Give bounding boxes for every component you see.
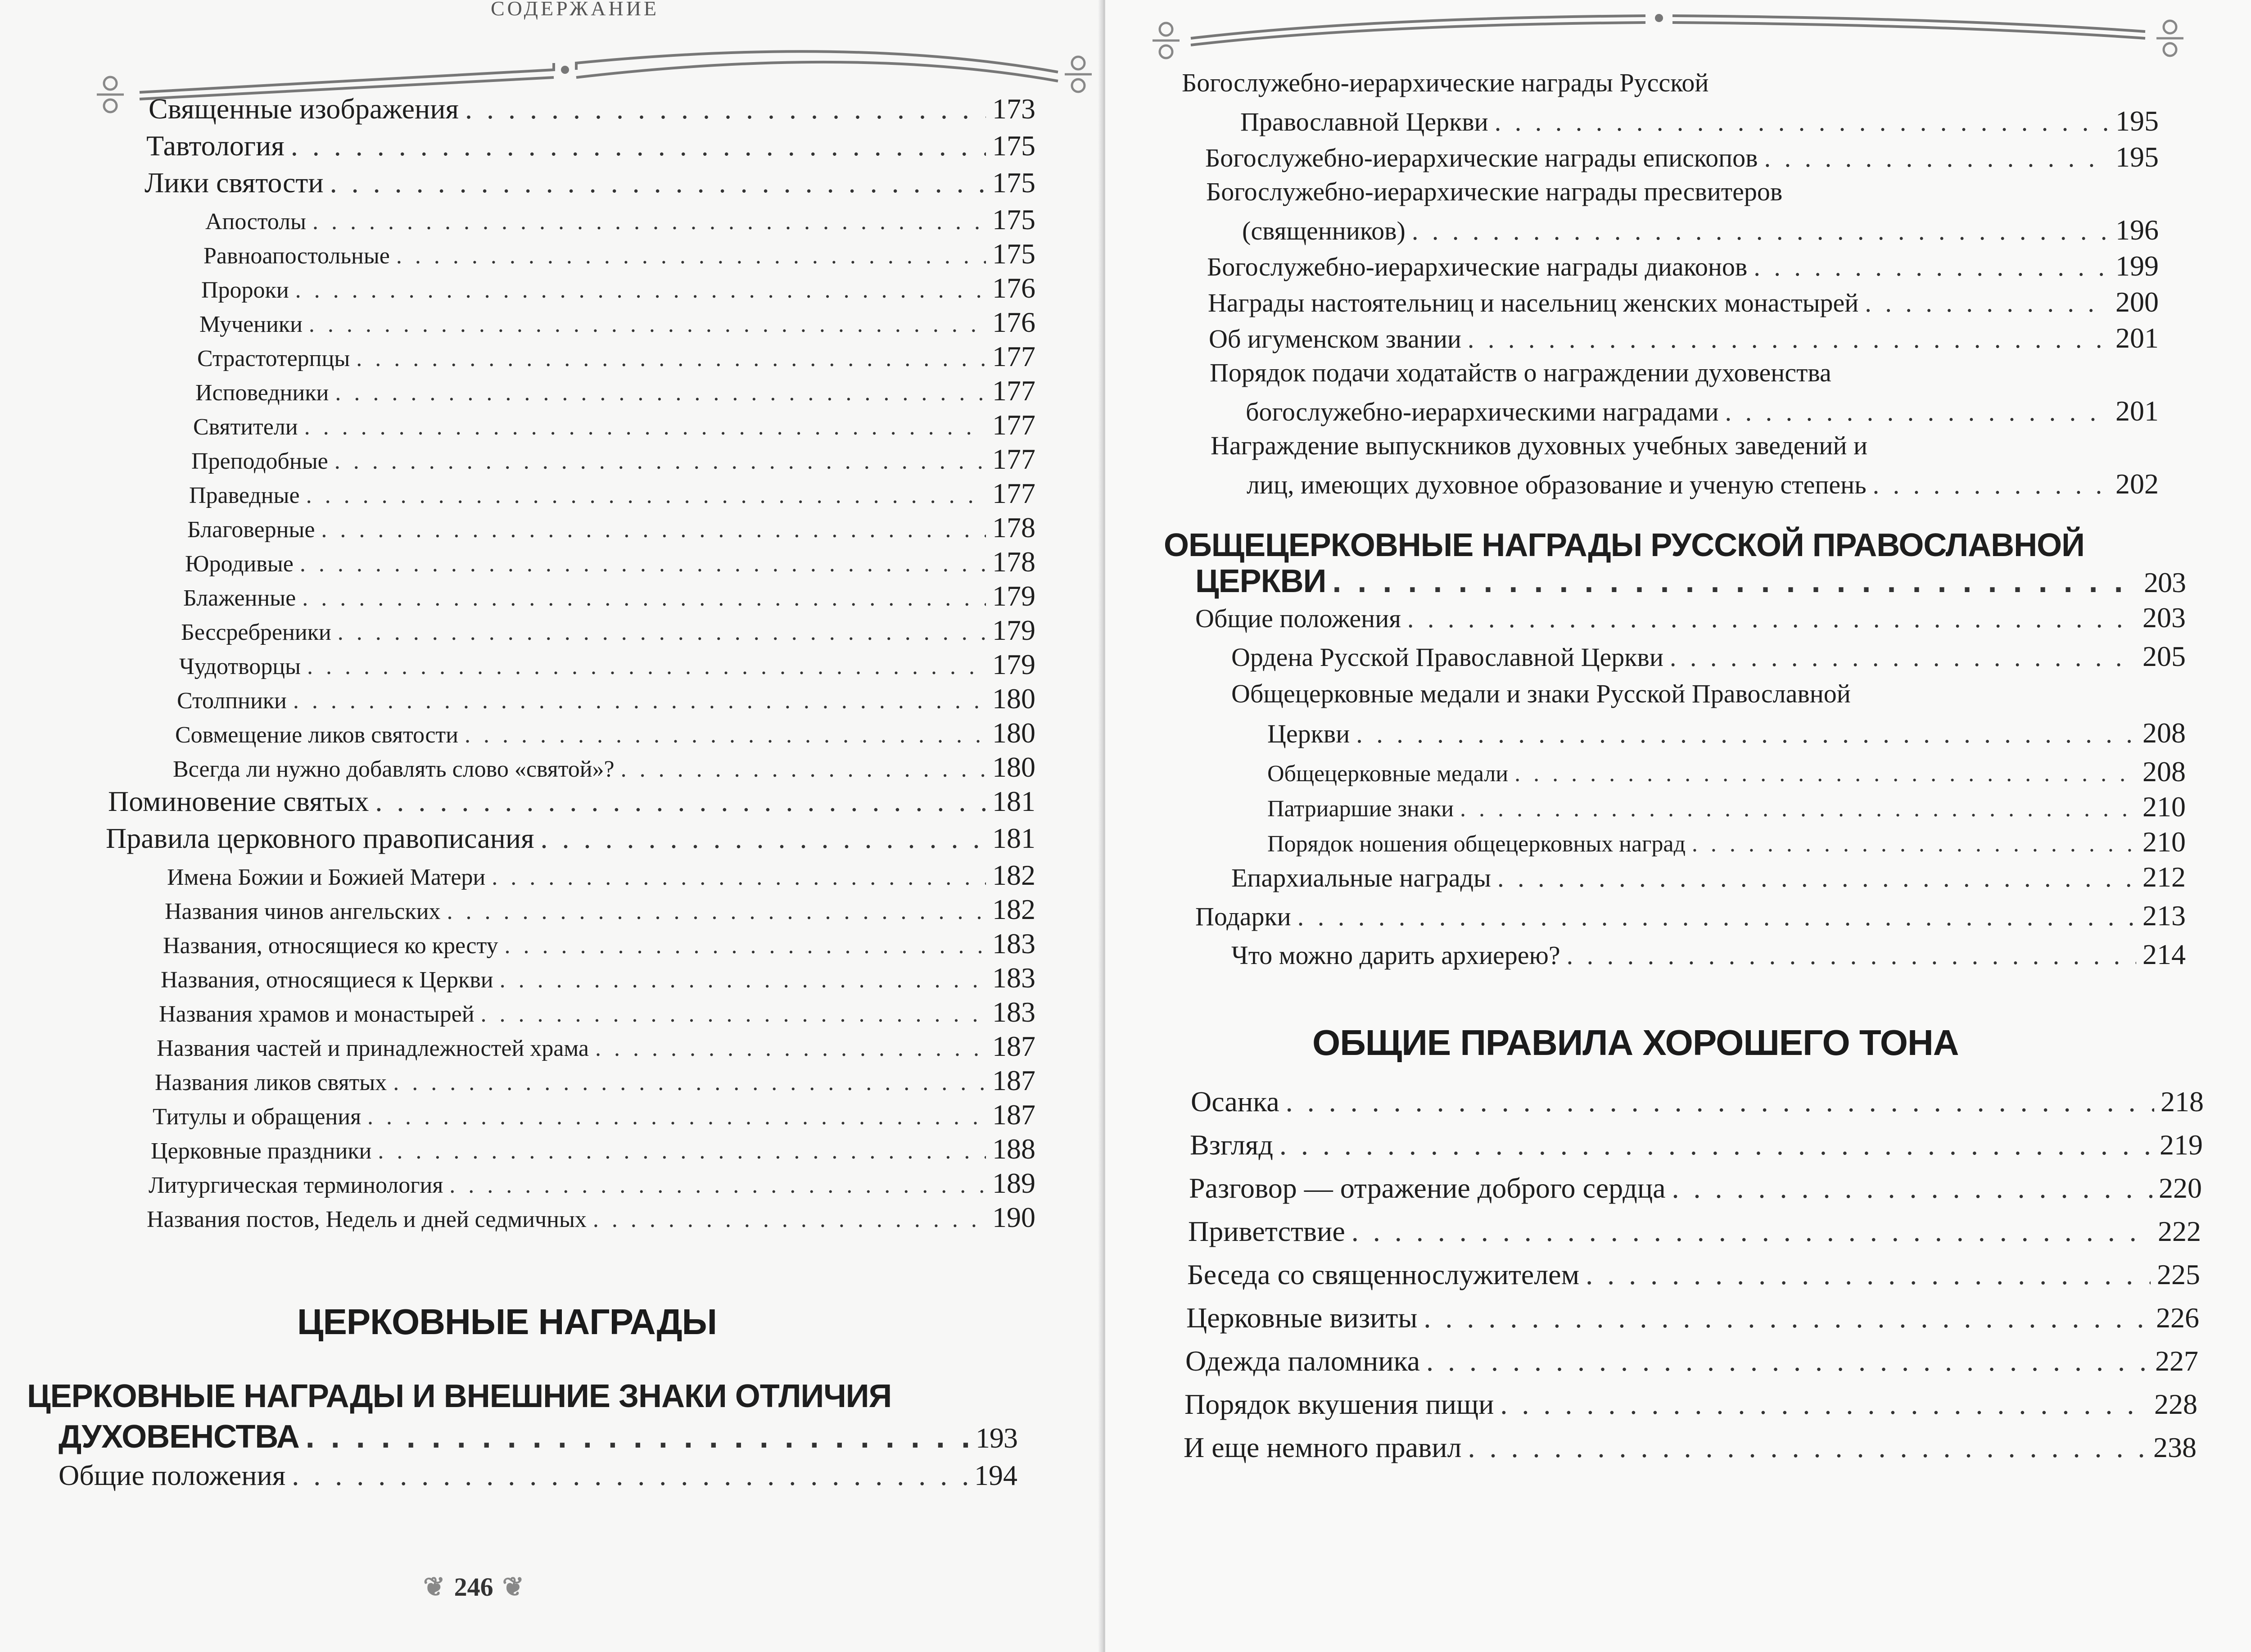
page-ref: 188 bbox=[992, 1133, 1035, 1165]
header-ornament-right bbox=[1141, 5, 2199, 72]
dot-leader bbox=[1356, 719, 2136, 749]
toc-entry[interactable]: Общие положения . . . 203 bbox=[1195, 601, 2186, 634]
page-ref: 187 bbox=[992, 1064, 1035, 1096]
dot-leader bbox=[330, 166, 986, 199]
dot-leader bbox=[321, 516, 986, 543]
toc-entry[interactable]: Общие положения . . . 194 bbox=[59, 1459, 1017, 1492]
page-ref: 183 bbox=[992, 928, 1035, 960]
toc-entry[interactable]: Названия храмов и монастырей . . . 183 bbox=[159, 996, 1035, 1029]
dot-leader bbox=[335, 380, 986, 406]
dot-leader bbox=[300, 551, 986, 577]
page-ref: 177 bbox=[992, 375, 1035, 407]
toc-entry[interactable]: богослужебно-иерархическими наградами . . . 201 bbox=[1246, 394, 2159, 428]
toc-entry[interactable]: Блаженные . . . 179 bbox=[183, 579, 1035, 613]
page-ref: 177 bbox=[992, 340, 1035, 372]
running-head: СОДЕРЖАНИЕ bbox=[491, 0, 660, 20]
dot-leader bbox=[1460, 796, 2136, 822]
dot-leader bbox=[356, 345, 986, 372]
page-ref: 210 bbox=[2143, 826, 2186, 858]
toc-entry-line1: Богослужебно-иерархические награды Русской bbox=[1182, 68, 1709, 97]
page-ref: 219 bbox=[2160, 1129, 2203, 1161]
page-ref: 179 bbox=[992, 614, 1035, 646]
page-ref: 182 bbox=[992, 859, 1035, 891]
page-ref: 228 bbox=[2154, 1388, 2197, 1420]
toc-entry[interactable]: Апостолы . . . 175 bbox=[205, 203, 1035, 236]
toc-entry[interactable]: Взгляд . . . 219 bbox=[1190, 1128, 2203, 1162]
toc-entry[interactable]: Имена Божии и Божией Матери . . . 182 bbox=[167, 859, 1035, 892]
toc-entry[interactable]: Названия чинов ангельских . . . 182 bbox=[165, 893, 1035, 926]
toc-entry-chapter[interactable]: ДУХОВЕНСТВА . . . 193 bbox=[59, 1418, 1017, 1455]
page-ref: 180 bbox=[992, 717, 1035, 749]
toc-entry[interactable]: Святители . . . 177 bbox=[193, 408, 1035, 442]
toc-entry[interactable]: (священников) . . . 196 bbox=[1242, 213, 2159, 247]
toc-entry[interactable]: Чудотворцы . . . 179 bbox=[179, 648, 1035, 681]
toc-entry[interactable]: Церковные визиты . . . 226 bbox=[1186, 1301, 2199, 1335]
toc-entry[interactable]: Благоверные . . . 178 bbox=[187, 511, 1035, 544]
dot-leader bbox=[1764, 143, 2109, 173]
page-ref: 202 bbox=[2115, 468, 2159, 500]
dot-leader bbox=[292, 1459, 968, 1492]
dot-leader bbox=[1495, 107, 2109, 137]
toc-entry[interactable]: Названия, относящиеся ко кресту . . . 183 bbox=[163, 927, 1035, 960]
page-ref: 176 bbox=[992, 306, 1035, 338]
toc-entry[interactable]: И еще немного правил . . . 238 bbox=[1184, 1431, 2197, 1464]
page-ref: 175 bbox=[992, 167, 1035, 199]
page-ref: 175 bbox=[992, 204, 1035, 235]
dot-leader bbox=[500, 967, 986, 993]
page-ref: 196 bbox=[2115, 214, 2159, 246]
toc-entry[interactable]: Священные изображения . . . 173 bbox=[149, 92, 1035, 126]
toc-entry-line1: Общецерковные медали и знаки Русской Православной bbox=[1231, 679, 1851, 708]
toc-entry[interactable]: Преподобные . . . 177 bbox=[191, 443, 1035, 476]
toc-entry[interactable]: Страстотерпцы . . . 177 bbox=[197, 340, 1035, 373]
page-ref: 181 bbox=[992, 822, 1035, 854]
dot-leader bbox=[492, 864, 986, 891]
chapter-title-line1: ОБЩЕЦЕРКОВНЫЕ НАГРАДЫ РУССКОЙ ПРАВОСЛАВНОЙ bbox=[1164, 527, 2084, 563]
dot-leader bbox=[541, 822, 986, 855]
page-ref: 180 bbox=[992, 683, 1035, 715]
toc-entry[interactable]: Патриаршие знаки . . . 210 bbox=[1267, 790, 2186, 824]
dot-leader bbox=[1286, 1085, 2154, 1118]
toc-entry[interactable]: Исповедники . . . 177 bbox=[195, 374, 1035, 407]
toc-entry[interactable]: Правила церковного правописания . . . 181 bbox=[106, 822, 1035, 855]
toc-entry[interactable]: Столпники . . . 180 bbox=[177, 682, 1035, 715]
dot-leader bbox=[1672, 1172, 2152, 1205]
dot-leader bbox=[1297, 901, 2136, 932]
dot-leader bbox=[1426, 1344, 2149, 1378]
page-ref: 226 bbox=[2156, 1302, 2199, 1334]
toc-entry[interactable]: Мученики . . . 176 bbox=[199, 306, 1035, 339]
dot-leader bbox=[375, 785, 986, 818]
toc-entry[interactable]: Порядок вкушения пищи . . . 228 bbox=[1184, 1388, 2197, 1421]
dot-leader bbox=[293, 688, 986, 714]
page-ref: 201 bbox=[2115, 322, 2159, 354]
toc-entry[interactable]: Праведные . . . 177 bbox=[189, 477, 1035, 510]
toc-entry[interactable]: Что можно дарить архиерею? . . . 214 bbox=[1231, 938, 2186, 971]
page-ref: 175 bbox=[992, 130, 1035, 162]
dot-leader bbox=[1352, 1215, 2152, 1248]
page-ref: 181 bbox=[992, 785, 1035, 817]
dot-leader bbox=[302, 585, 986, 611]
toc-entry[interactable]: Ордена Русской Православной Церкви . . . 205 bbox=[1231, 640, 2186, 673]
dot-leader bbox=[1670, 642, 2136, 672]
page-ref: 180 bbox=[992, 751, 1035, 783]
toc-entry[interactable]: Церкви . . . 208 bbox=[1267, 716, 2186, 750]
toc-entry[interactable]: лиц, имеющих духовное образование и ученую степень . . . 202 bbox=[1247, 467, 2159, 501]
page-ref: 218 bbox=[2161, 1086, 2204, 1118]
toc-entry[interactable]: Пророки . . . 176 bbox=[201, 272, 1035, 305]
section-title-church-awards: ЦЕРКОВНЫЕ НАГРАДЫ bbox=[297, 1302, 717, 1342]
dot-leader bbox=[334, 448, 986, 475]
dot-leader bbox=[465, 92, 986, 126]
toc-entry[interactable]: Церковные праздники . . . 188 bbox=[151, 1132, 1035, 1166]
page-ref: 205 bbox=[2143, 640, 2186, 672]
toc-entry[interactable]: Награды настоятельниц и насельниц женских монастырей . . . 200 bbox=[1208, 285, 2159, 319]
toc-entry[interactable]: Равноапостольные . . . 175 bbox=[203, 237, 1035, 271]
toc-entry[interactable]: Богослужебно-иерархические награды диаконов . . . 199 bbox=[1207, 249, 2159, 283]
toc-entry[interactable]: Богослужебно-иерархические награды епископов . . . 195 bbox=[1205, 140, 2159, 174]
toc-entry[interactable]: Порядок ношения общецерковных наград . . . 210 bbox=[1267, 825, 2186, 859]
dot-leader bbox=[1468, 324, 2109, 354]
page-ref: 222 bbox=[2158, 1215, 2201, 1247]
page-ref: 200 bbox=[2115, 286, 2159, 318]
dot-leader bbox=[1692, 831, 2136, 857]
page-ref: 176 bbox=[992, 272, 1035, 304]
page-ref: 203 bbox=[2143, 602, 2186, 634]
toc-entry[interactable]: Осанка . . . 218 bbox=[1191, 1085, 2204, 1118]
toc-entry[interactable]: Названия постов, Недель и дней седмичных . . . 190 bbox=[147, 1201, 1035, 1234]
page-ref: 173 bbox=[992, 93, 1035, 125]
dot-leader bbox=[378, 1138, 986, 1164]
dot-leader bbox=[338, 619, 986, 646]
dot-leader bbox=[595, 1035, 986, 1062]
dot-leader bbox=[396, 243, 986, 269]
chapter-title-line1: ЦЕРКОВНЫЕ НАГРАДЫ И ВНЕШНИЕ ЗНАКИ ОТЛИЧИЯ bbox=[27, 1378, 892, 1414]
dot-leader bbox=[309, 311, 986, 338]
toc-entry-line1: Порядок подачи ходатайств о награждении духовенства bbox=[1210, 358, 1831, 387]
dot-leader bbox=[1497, 863, 2136, 893]
page-ref: 179 bbox=[992, 580, 1035, 612]
dot-leader bbox=[1725, 397, 2109, 427]
page-ref: 199 bbox=[2115, 250, 2159, 282]
dot-leader bbox=[295, 277, 986, 303]
dot-leader bbox=[504, 932, 986, 959]
toc-entry[interactable]: Совмещение ликов святости . . . 180 bbox=[175, 716, 1035, 750]
toc-entry-line1: Богослужебно-иерархические награды пресвитеров bbox=[1206, 177, 1783, 206]
page-ref: 208 bbox=[2143, 756, 2186, 788]
toc-entry-chapter[interactable]: ЦЕРКВИ . . . 203 bbox=[1195, 563, 2186, 600]
page-ref: 175 bbox=[992, 238, 1035, 270]
page-ref: 179 bbox=[992, 648, 1035, 680]
dot-leader bbox=[393, 1069, 986, 1096]
page-number: ❦ 246 ❦ bbox=[423, 1572, 524, 1602]
flourish-icon: ❦ bbox=[502, 1572, 524, 1602]
toc-entry-line1: Награждение выпускников духовных учебных заведений и bbox=[1211, 431, 1868, 460]
dot-leader bbox=[1865, 288, 2109, 318]
page-ref: 220 bbox=[2159, 1172, 2202, 1204]
page-ref: 177 bbox=[992, 409, 1035, 441]
page-ref: 183 bbox=[992, 996, 1035, 1028]
page-ref: 213 bbox=[2143, 900, 2186, 932]
toc-entry[interactable]: Подарки . . . 213 bbox=[1195, 899, 2186, 932]
page-ref: 177 bbox=[992, 477, 1035, 509]
dot-leader bbox=[1332, 563, 2138, 600]
page-ref: 225 bbox=[2157, 1258, 2200, 1290]
dot-leader bbox=[1514, 760, 2136, 787]
toc-entry[interactable]: Поминовение святых . . . 181 bbox=[108, 785, 1035, 818]
page-ref: 212 bbox=[2143, 861, 2186, 893]
dot-leader bbox=[1586, 1258, 2151, 1291]
page-ref: 178 bbox=[992, 546, 1035, 578]
dot-leader bbox=[306, 482, 986, 509]
dot-leader bbox=[306, 1418, 969, 1455]
page-ref: 203 bbox=[2144, 566, 2186, 598]
page-ref: 177 bbox=[992, 443, 1035, 475]
toc-entry[interactable]: Епархиальные награды . . . 212 bbox=[1231, 860, 2186, 894]
flourish-icon: ❦ bbox=[423, 1572, 445, 1602]
dot-leader bbox=[593, 1206, 986, 1233]
page-ref: 208 bbox=[2143, 717, 2186, 749]
toc-entry[interactable]: Титулы и обращения . . . 187 bbox=[153, 1098, 1035, 1132]
toc-entry[interactable]: Общецерковные медали . . . 208 bbox=[1267, 755, 2186, 788]
page-ref: 227 bbox=[2155, 1345, 2198, 1377]
page-ref: 183 bbox=[992, 962, 1035, 994]
dot-leader bbox=[1754, 252, 2109, 282]
toc-entry[interactable]: Одежда паломника . . . 227 bbox=[1185, 1344, 2198, 1378]
page-ref: 189 bbox=[992, 1167, 1035, 1199]
page-ref: 194 bbox=[974, 1459, 1017, 1491]
dot-leader bbox=[447, 898, 986, 925]
toc-entry[interactable]: Названия, относящиеся к Церкви . . . 183 bbox=[161, 961, 1035, 995]
toc-entry[interactable]: Названия частей и принадлежностей храма . . . 187 bbox=[157, 1030, 1035, 1063]
dot-leader bbox=[367, 1104, 986, 1130]
toc-entry[interactable]: Разговор — отражение доброго сердца . . . 220 bbox=[1189, 1172, 2202, 1205]
page-ref: 187 bbox=[992, 1099, 1035, 1131]
dot-leader bbox=[621, 756, 986, 783]
dot-leader bbox=[1424, 1301, 2150, 1335]
dot-leader bbox=[465, 722, 986, 748]
toc-entry[interactable]: Названия ликов святых . . . 187 bbox=[155, 1064, 1035, 1097]
toc-entry[interactable]: Литургическая терминология . . . 189 bbox=[149, 1167, 1035, 1200]
page-ref: 182 bbox=[992, 893, 1035, 925]
page-ref: 187 bbox=[992, 1030, 1035, 1062]
page-ref: 195 bbox=[2115, 141, 2159, 173]
page-ref: 214 bbox=[2143, 938, 2186, 970]
dot-leader bbox=[1873, 470, 2109, 500]
toc-entry[interactable]: Православной Церкви . . . 195 bbox=[1240, 104, 2159, 138]
dot-leader bbox=[1412, 216, 2109, 246]
toc-entry[interactable]: Всегда ли нужно добавлять слово «святой»? . . . 180 bbox=[173, 751, 1035, 784]
toc-entry[interactable]: Приветствие . . . 222 bbox=[1188, 1215, 2201, 1248]
dot-leader bbox=[1279, 1128, 2153, 1162]
page-ref: 210 bbox=[2143, 791, 2186, 823]
page-ref: 195 bbox=[2115, 105, 2159, 137]
dot-leader bbox=[304, 414, 986, 440]
dot-leader bbox=[1407, 603, 2136, 634]
section-title-good-manners: ОБЩИЕ ПРАВИЛА ХОРОШЕГО ТОНА bbox=[1312, 1023, 1959, 1063]
dot-leader bbox=[1500, 1388, 2148, 1421]
toc-entry[interactable]: Об игуменском звании . . . 201 bbox=[1209, 321, 2159, 355]
dot-leader bbox=[307, 653, 986, 680]
dot-leader bbox=[312, 208, 986, 235]
dot-leader bbox=[291, 129, 986, 163]
toc-entry[interactable]: Лики святости . . . 175 bbox=[145, 166, 1035, 199]
right-page bbox=[1105, 0, 2251, 1652]
left-page bbox=[0, 0, 1101, 1652]
dot-leader bbox=[449, 1172, 986, 1199]
page-ref: 190 bbox=[992, 1201, 1035, 1233]
page-ref: 238 bbox=[2153, 1431, 2197, 1463]
toc-entry[interactable]: Беседа со священнослужителем . . . 225 bbox=[1187, 1258, 2200, 1291]
toc-entry[interactable]: Бессребреники . . . 179 bbox=[181, 614, 1035, 647]
dot-leader bbox=[1468, 1431, 2147, 1464]
page-ref: 193 bbox=[976, 1422, 1017, 1454]
toc-entry[interactable]: Юродивые . . . 178 bbox=[185, 545, 1035, 579]
dot-leader bbox=[481, 1001, 986, 1027]
page-ref: 178 bbox=[992, 511, 1035, 543]
page-ref: 201 bbox=[2115, 395, 2159, 427]
toc-entry[interactable]: Тавтология . . . 175 bbox=[146, 129, 1035, 163]
dot-leader bbox=[1567, 940, 2136, 970]
